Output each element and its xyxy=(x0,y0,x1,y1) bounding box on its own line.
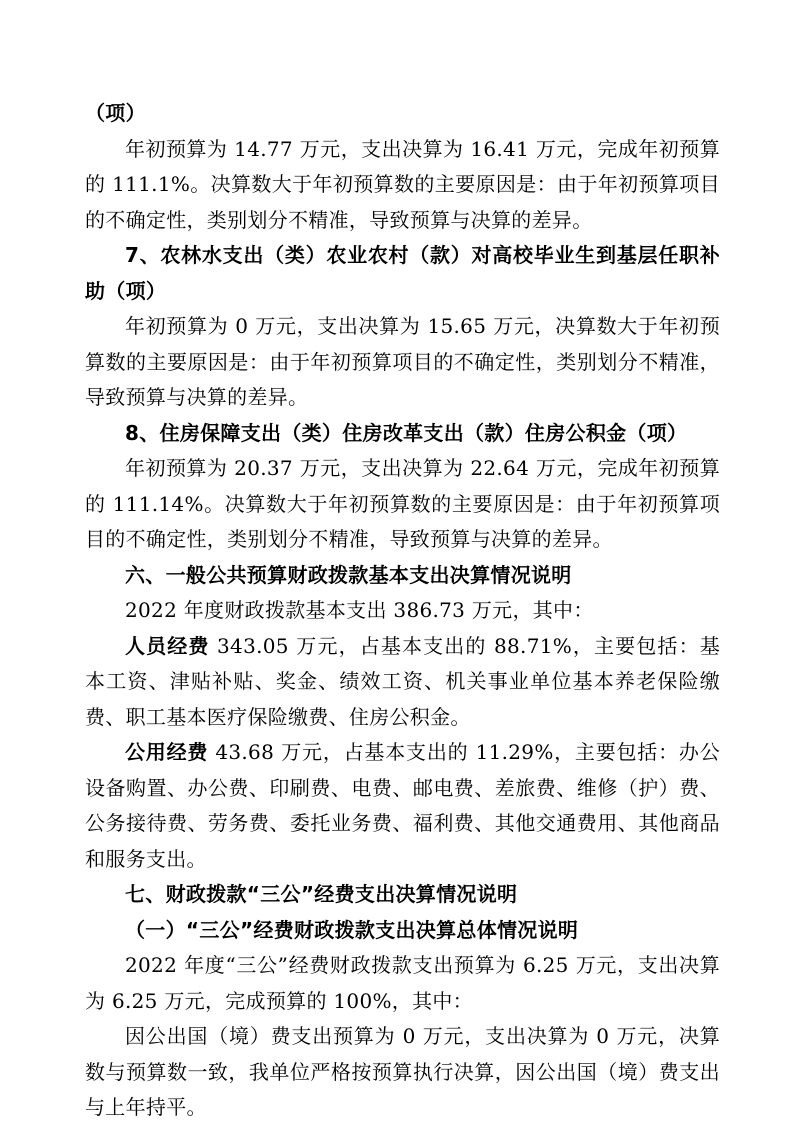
section-heading: 7、农林水支出（类）农业农村（款）对高校毕业生到基层任职补助（项） xyxy=(85,243,720,303)
body-paragraph: 年初预算为 20.37 万元，支出决算为 22.64 万元，完成年初预算的 111.14%。决算数大于年初预算数的主要原因是：由于年初预算项目的不确定性，类别划分不精准，导致预算与决算的差异。 xyxy=(85,456,720,551)
lead-term: 人员经费 xyxy=(125,633,210,658)
section-heading: 七、财政拨款“三公”经费支出决算情况说明 xyxy=(125,882,518,906)
subsection-heading: （一）“三公”经费财政拨款支出决算总体情况说明 xyxy=(125,917,579,942)
body-paragraph: 年初预算为 14.77 万元，支出决算为 16.41 万元，完成年初预算的 111.1%。决算数大于年初预算数的主要原因是：由于年初预算项目的不确定性，类别划分不精准，导致预算与决算的差异。 xyxy=(85,136,720,232)
section-heading-continuation: （项） xyxy=(85,101,146,125)
body-paragraph-public-cost xyxy=(85,735,720,877)
section-heading: 8、住房保障支出（类）住房改革支出（款）住房公积金（项） xyxy=(125,420,688,445)
paragraph-text: 343.05 万元，占基本支出的 88.71%，主要包括：基本工资、津贴补贴、奖金、绩效工资、机关事业单位基本养老保险缴费、职工基本医疗保险缴费、住房公积金。 xyxy=(85,633,720,729)
paragraph-text: 43.68 万元，占基本支出的 11.29%，主要包括：办公设备购置、办公费、印刷费、电费、邮电费、差旅费、维修（护）费、公务接待费、劳务费、委托业务费、福利费、其他交通费用、其他商品和服务支出。 xyxy=(85,740,720,871)
body-paragraph: 因公出国（境）费支出预算为 0 万元，支出决算为 0 万元，决算数与预算数一致，我单位严格按预算执行决算，因公出国（境）费支出与上年持平。 xyxy=(85,1024,720,1119)
body-paragraph: 2022 年度“三公”经费财政拨款支出预算为 6.25 万元，支出决算为 6.25 万元，完成预算的 100%，其中： xyxy=(85,953,720,1013)
section-heading: 六、一般公共预算财政拨款基本支出决算情况说明 xyxy=(125,562,572,587)
lead-term: 公用经费 xyxy=(125,740,209,764)
body-paragraph: 2022 年度财政拨款基本支出 386.73 万元，其中： xyxy=(125,598,594,622)
document-page xyxy=(85,96,720,1126)
body-paragraph-personnel-cost xyxy=(85,629,720,736)
body-paragraph: 年初预算为 0 万元，支出决算为 15.65 万元，决算数大于年初预算数的主要原因是：由于年初预算项目的不确定性，类别划分不精准，导致预算与决算的差异。 xyxy=(85,314,720,409)
